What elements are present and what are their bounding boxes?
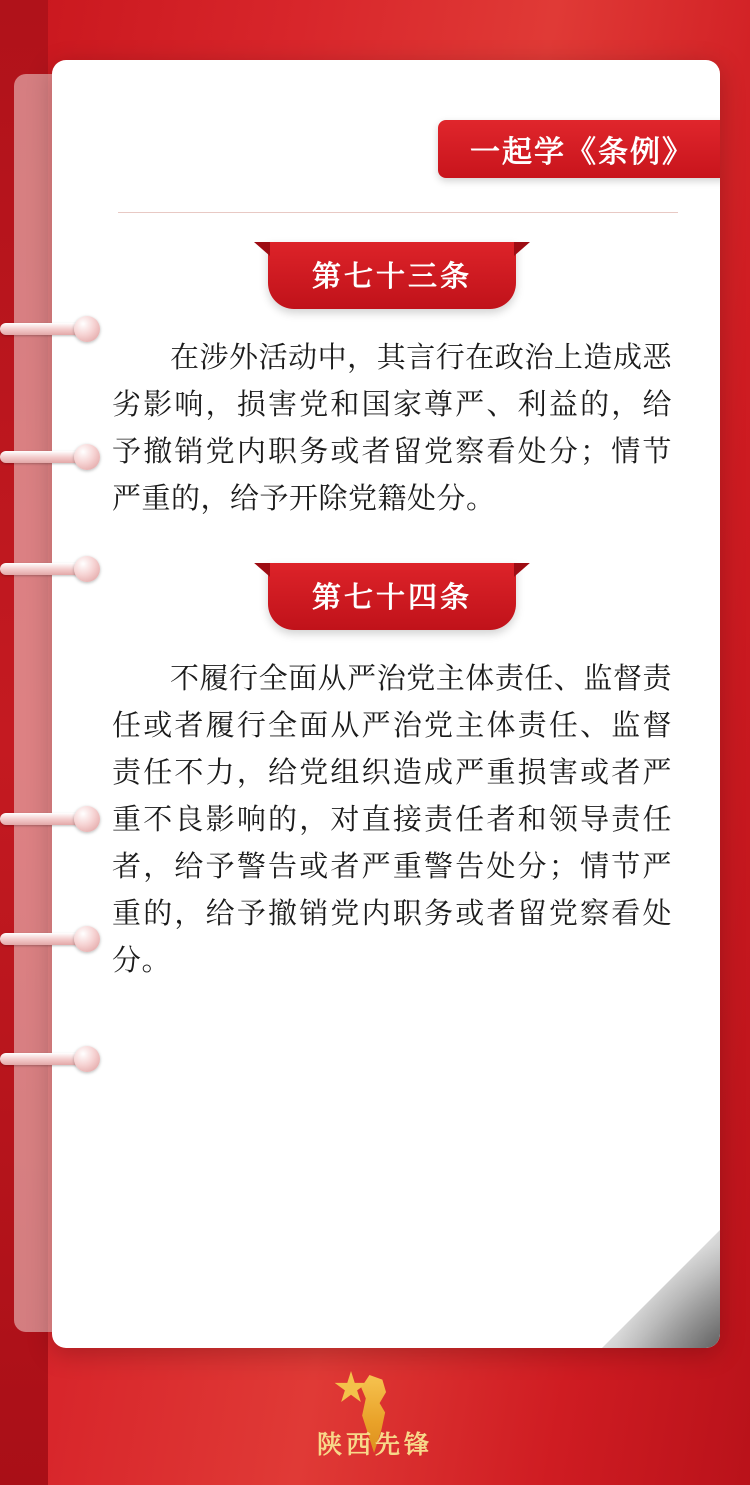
binder-ring: [0, 1046, 96, 1072]
article-number-plaque: 第七十四条: [268, 563, 516, 630]
article-item: [104, 242, 680, 523]
article-number-wrap: [104, 242, 680, 309]
article-item: [104, 563, 680, 985]
binder-rings: [0, 316, 100, 1116]
binder-ring: [0, 556, 96, 582]
binder-ring: [0, 316, 96, 342]
binder-ring: [0, 806, 96, 832]
articles-container: [104, 242, 680, 1025]
paper-sheet: [52, 60, 720, 1348]
article-number-plaque: 第七十三条: [268, 242, 516, 309]
footer-logo: [0, 1371, 750, 1463]
header-divider: [118, 212, 678, 213]
logo-text: 陕西先锋: [316, 1432, 433, 1459]
logo-graphics: [290, 1371, 460, 1463]
article-body-text: 在涉外活动中，其言行在政治上造成恶劣影响，损害党和国家尊严、利益的，给予撤销党内职务或者留党察看处分；情节严重的，给予开除党籍处分。: [112, 342, 672, 515]
binder-ring: [0, 926, 96, 952]
header-ribbon: [438, 120, 720, 178]
binder-ring: [0, 444, 96, 470]
article-body-text: 不履行全面从严治党主体责任、监督责任或者履行全面从严治党主体责任、监督责任不力，给党组织造成严重损害或者严重不良影响的，对直接责任者和领导责任者，给予警告或者严重警告处分；情节严重的，给予撤销党内职务或者留党察看处分。: [112, 662, 672, 977]
page-curl-shadow: [602, 1230, 720, 1348]
header-ribbon-label: 一起学《条例》: [470, 136, 694, 169]
article-number-wrap: [104, 563, 680, 630]
